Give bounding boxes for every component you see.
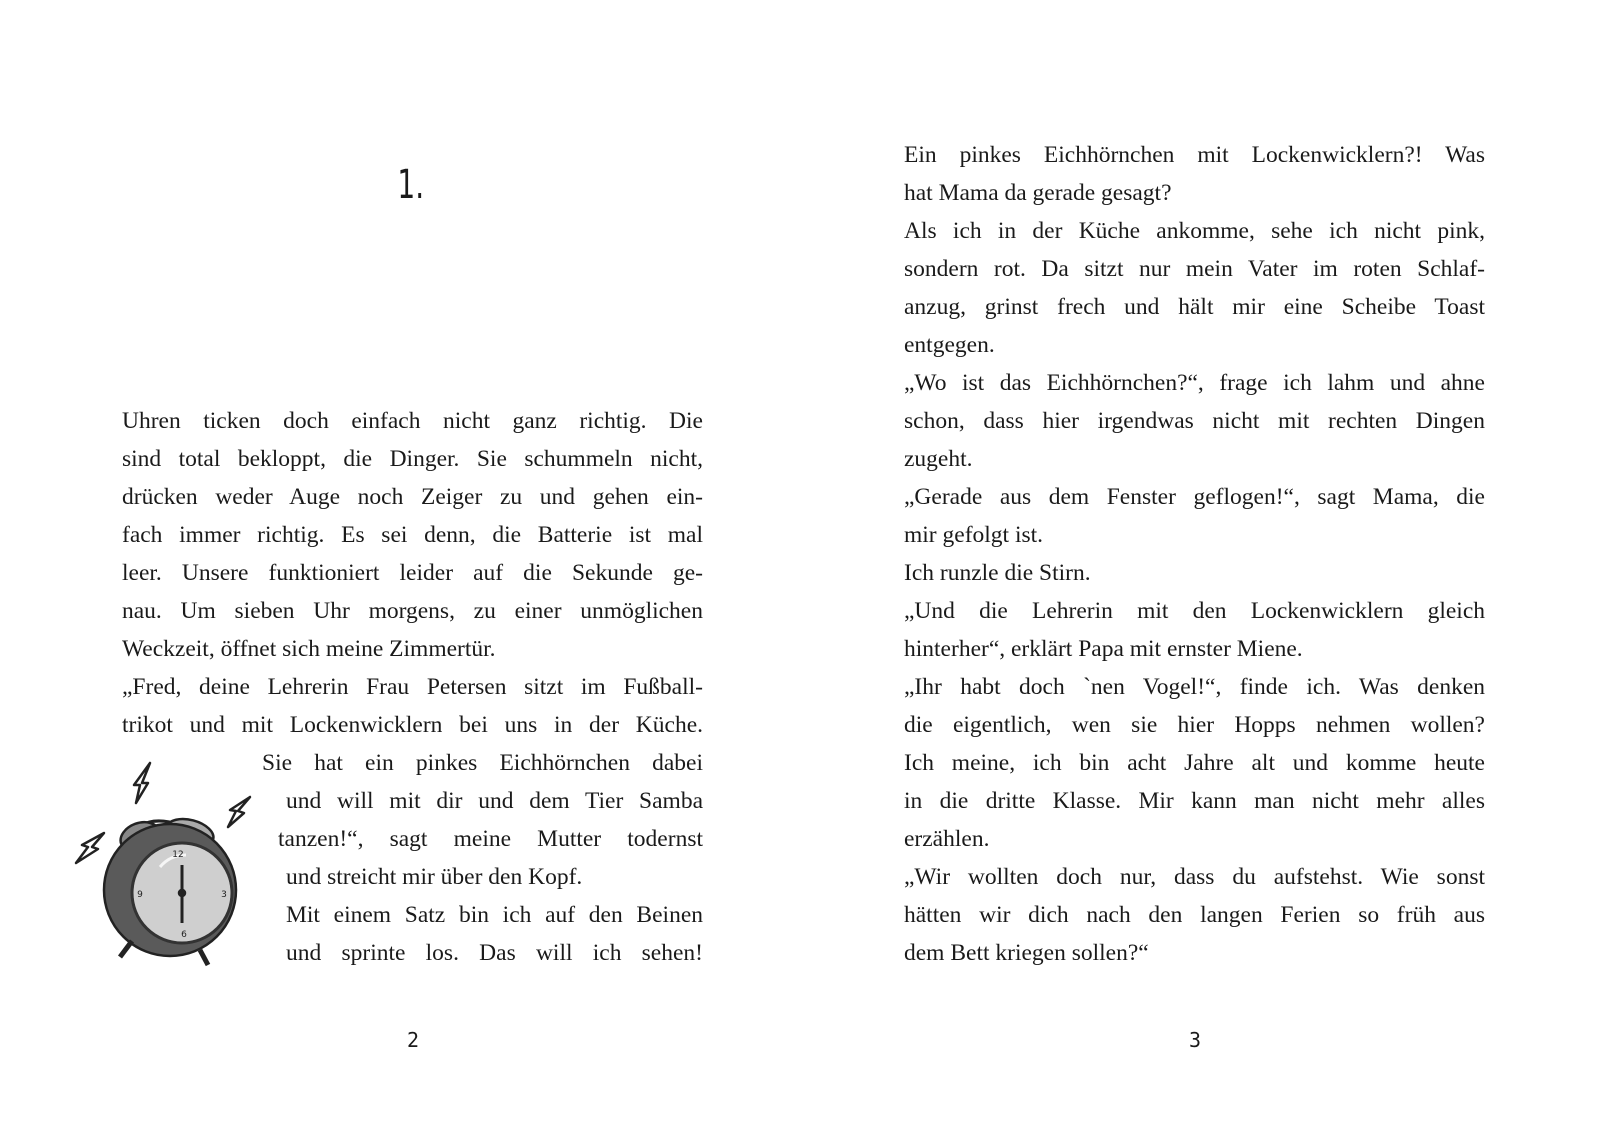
- text-line: und will mit dir und dem Tier Samba: [286, 788, 703, 814]
- page-number: 2: [406, 1028, 420, 1052]
- text-line: Uhren ticken doch einfach nicht ganz richtig. Die: [122, 408, 703, 434]
- dial-number: 3: [221, 890, 227, 900]
- text-line: „Ihr habt doch `nen Vogel!“, finde ich. Was denken: [904, 674, 1485, 700]
- left-body-text: [122, 402, 703, 744]
- text-line: Sie hat ein pinkes Eichhörnchen dabei: [262, 750, 703, 776]
- text-line: „Gerade aus dem Fenster geflogen!“, sagt Mama, die: [904, 484, 1485, 510]
- text-line: Ich meine, ich bin acht Jahre alt und komme heute: [904, 750, 1485, 776]
- text-line: Als ich in der Küche ankomme, sehe ich nicht pink,: [904, 218, 1485, 244]
- text-line: hinterher“, erklärt Papa mit ernster Miene.: [904, 636, 1303, 662]
- text-line: mir gefolgt ist.: [904, 522, 1044, 548]
- page-number: 3: [1188, 1028, 1202, 1052]
- text-line: Mit einem Satz bin ich auf den Beinen: [286, 902, 703, 928]
- lightning-bolt-icon: [76, 833, 104, 863]
- text-line: zugeht.: [904, 446, 973, 472]
- text-line: erzählen.: [904, 826, 990, 852]
- alarm-clock-icon: [70, 755, 280, 975]
- text-line: sondern rot. Da sitzt nur mein Vater im roten Schlaf-: [904, 256, 1485, 282]
- text-line: Ein pinkes Eichhörnchen mit Lockenwicklern?! Was: [904, 142, 1485, 168]
- text-line: in die dritte Klasse. Mir kann man nicht mehr alles: [904, 788, 1485, 814]
- chapter-number: 1.: [397, 162, 425, 208]
- text-line: trikot und mit Lockenwicklern bei uns in der Küche.: [122, 712, 703, 738]
- text-line: die eigentlich, wen sie hier Hopps nehmen wollen?: [904, 712, 1485, 738]
- text-line: „Wo ist das Eichhörnchen?“, frage ich lahm und ahne: [904, 370, 1485, 396]
- right-page: [800, 0, 1600, 1131]
- text-line: und streicht mir über den Kopf.: [286, 864, 583, 890]
- text-line: Ich runzle die Stirn.: [904, 560, 1091, 586]
- dial-number: 6: [181, 930, 187, 940]
- left-wrapped-text: [262, 744, 703, 972]
- text-line: schon, dass hier irgendwas nicht mit rechten Dingen: [904, 408, 1485, 434]
- text-line: „Fred, deine Lehrerin Frau Petersen sitzt im Fußball-: [122, 674, 703, 700]
- text-line: „Und die Lehrerin mit den Lockenwicklern gleich: [904, 598, 1485, 624]
- text-line: drücken weder Auge noch Zeiger zu und gehen ein-: [122, 484, 703, 510]
- right-body-text: [904, 136, 1485, 972]
- text-line: leer. Unsere funktioniert leider auf die Sekunde ge-: [122, 560, 703, 586]
- text-line: anzug, grinst frech und hält mir eine Scheibe Toast: [904, 294, 1485, 320]
- text-line: fach immer richtig. Es sei denn, die Batterie ist mal: [122, 522, 703, 548]
- text-line: „Wir wollten doch nur, dass du aufstehst. Wie sonst: [904, 864, 1485, 890]
- text-line: nau. Um sieben Uhr morgens, zu einer unmöglichen: [122, 598, 703, 624]
- text-line: dem Bett kriegen sollen?“: [904, 940, 1149, 966]
- text-line: und sprinte los. Das will ich sehen!: [286, 940, 703, 966]
- text-line: tanzen!“, sagt meine Mutter todernst: [278, 826, 703, 852]
- lightning-bolt-icon: [134, 763, 150, 803]
- lightning-bolt-icon: [228, 797, 250, 827]
- text-line: entgegen.: [904, 332, 995, 358]
- text-line: sind total bekloppt, die Dinger. Sie schummeln nicht,: [122, 446, 703, 472]
- text-line: hätten wir dich nach den langen Ferien so früh aus: [904, 902, 1485, 928]
- text-line: hat Mama da gerade gesagt?: [904, 180, 1172, 206]
- text-line: Weckzeit, öffnet sich meine Zimmertür.: [122, 636, 496, 662]
- dial-number: 9: [137, 890, 143, 900]
- dial-number: 12: [172, 850, 184, 860]
